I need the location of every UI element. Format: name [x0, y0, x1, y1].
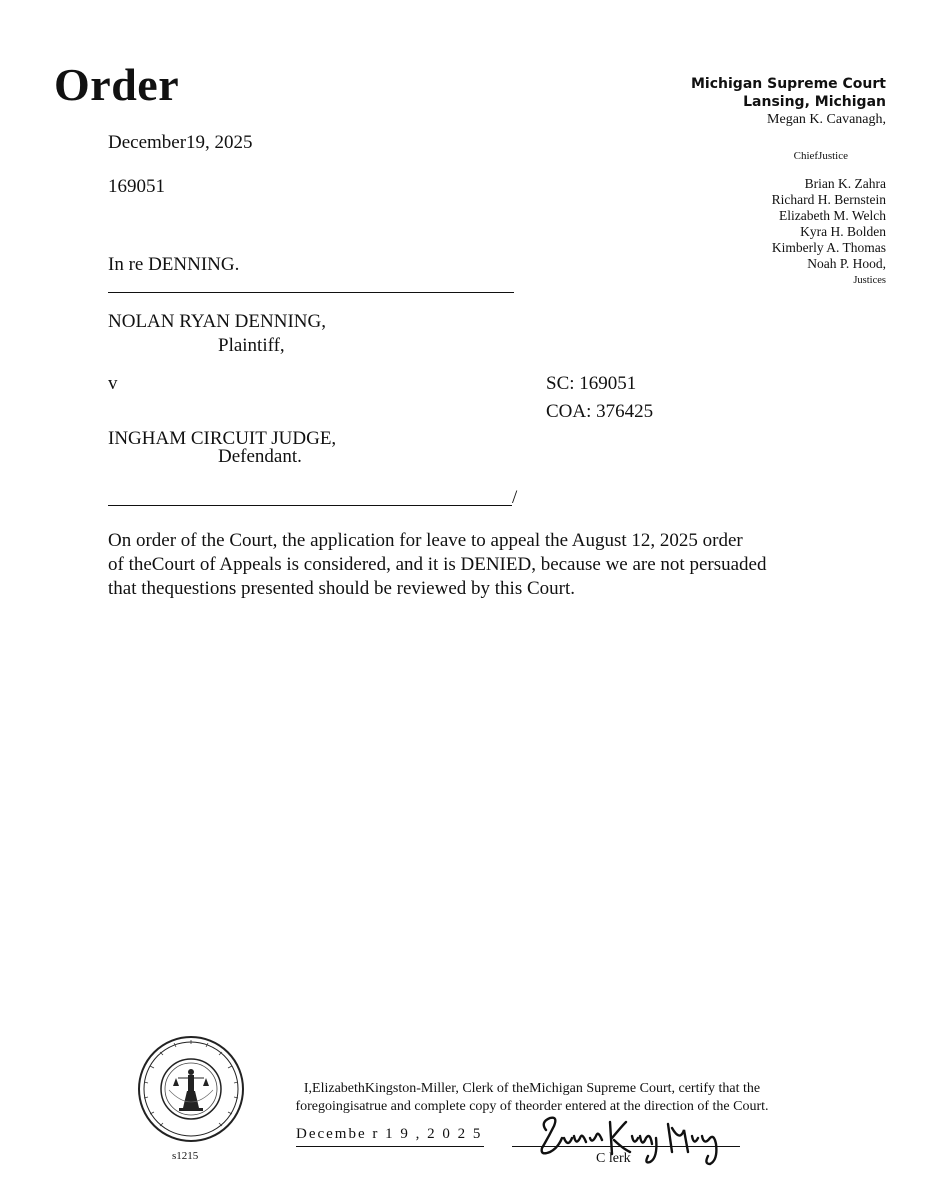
defendant-role: Defendant. [218, 446, 302, 467]
order-text-line: of theCourt of Appeals is considered, and it is DENIED, because we are not persuaded [108, 554, 767, 575]
plaintiff-name: NOLAN RYAN DENNING, [108, 311, 326, 332]
justice-name: Elizabeth M. Welch [778, 208, 886, 223]
certification-line: foregoingisatrue and complete copy of theorder entered at the direction of the Court. [295, 1099, 769, 1114]
docket-number: 169051 [108, 176, 165, 197]
certification-date: Decembe r 1 9 , 2 0 2 5 [296, 1126, 483, 1142]
justices-label: Justices [853, 275, 886, 286]
order-text-line: On order of the Court, the application for leave to appeal the August 12, 2025 order [108, 530, 743, 551]
court-location: Lansing, Michigan [743, 94, 886, 110]
order-text-line: that thequestions presented should be reviewed by this Court. [108, 578, 575, 599]
caption-end-slash: / [512, 487, 518, 508]
caption-end-divider [108, 505, 512, 506]
clerk-label: C lerk [596, 1151, 631, 1166]
order-text [108, 529, 848, 601]
signature-line [512, 1146, 740, 1147]
clerk-signature-icon [532, 1108, 732, 1168]
court-seal-icon [136, 1034, 246, 1144]
sc-number: SC: 169051 [546, 373, 637, 394]
justice-name: Kyra H. Bolden [800, 224, 886, 239]
plaintiff-role: Plaintiff, [218, 335, 285, 356]
chief-justice-title: ChiefJustice [793, 150, 848, 162]
defendant-name: INGHAM CIRCUIT JUDGE, [108, 428, 337, 449]
court-name: Michigan Supreme Court [691, 76, 886, 92]
court-header [691, 75, 886, 129]
caption-divider [108, 292, 514, 293]
justice-name: Brian K. Zahra [804, 176, 886, 191]
in-re-caption: In re DENNING. [108, 254, 240, 275]
certification-line: I,ElizabethKingston-Miller, Clerk of theMichigan Supreme Court, certify that the [303, 1081, 761, 1096]
order-date: December19, 2025 [108, 132, 253, 153]
date-underline [296, 1146, 484, 1147]
seal-code: s1215 [172, 1150, 199, 1162]
justice-name: Noah P. Hood, [807, 256, 886, 271]
justice-name: Richard H. Bernstein [771, 192, 886, 207]
coa-number: COA: 376425 [546, 401, 654, 422]
justice-name: Kimberly A. Thomas [771, 240, 886, 255]
chief-justice: Megan K. Cavanagh, [767, 112, 886, 127]
versus: v [108, 373, 118, 394]
justices-list [772, 176, 886, 272]
page-title: Order [54, 59, 180, 110]
